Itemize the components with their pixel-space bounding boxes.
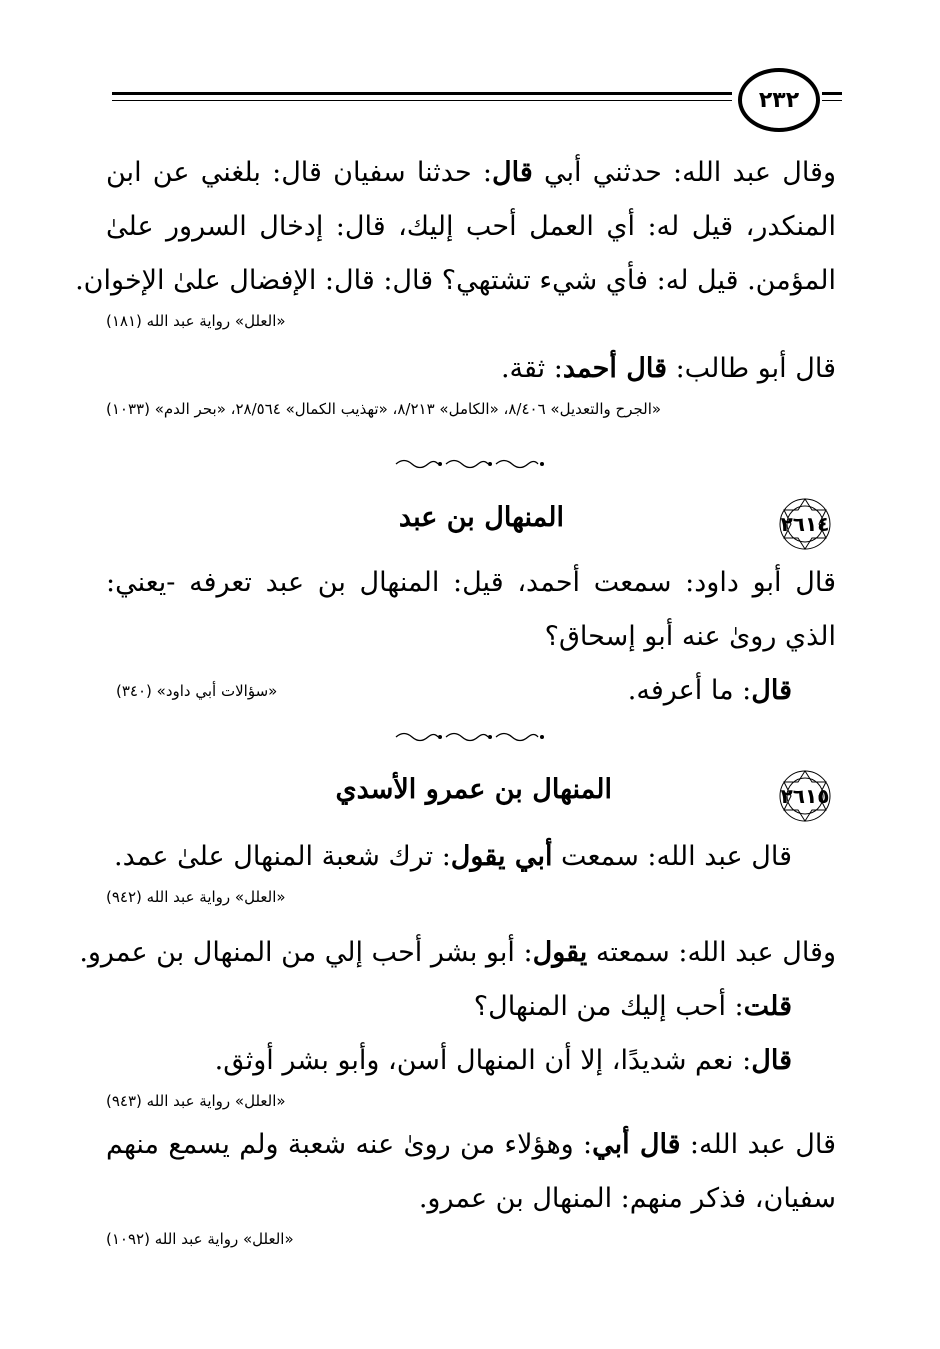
bold-run: قال أبي [592, 1129, 681, 1160]
text-run: : ثقة. [500, 353, 563, 384]
source-citation: «الجرح والتعديل» ٨/٤٠٦، «الكامل» ٨/٢١٣، «تهذيب الكمال» ٢٨/٥٦٤، «بحر الدم» (١٠٣٣) [106, 400, 662, 418]
header-rule-end-thin [822, 100, 842, 101]
entry-2614-body [106, 556, 836, 718]
text-run: : ما أعرفه. [627, 675, 752, 706]
text-line [79, 926, 836, 980]
entry-number: ٢٦١٤ [780, 512, 830, 536]
text-run: : ترك شعبة المنهال علىٰ عمد. [114, 841, 451, 872]
text-run: قال أبو طالب: [666, 353, 836, 384]
page-header [112, 62, 842, 140]
page-number: ٢٣٢ [758, 87, 800, 113]
text-run: : أحب إليك من المنهال؟ [473, 991, 744, 1022]
header-rule-end [822, 92, 842, 95]
entry-title: المنهال بن عمرو الأسدي [335, 774, 612, 805]
source-citation: «سؤالات أبي داود» (٣٤٠) [116, 682, 278, 700]
text-line: المؤمن. قيل له: فأي شيء تشتهي؟ قال: قال: الإفضال علىٰ الإخوان. [75, 265, 836, 296]
entry-number: ٢٦١٥ [780, 784, 830, 808]
page-number-badge [738, 68, 820, 132]
entry-heading-2614 [106, 496, 836, 552]
text-line [106, 1034, 836, 1088]
ornament-divider [390, 457, 550, 471]
bold-run: قلت [743, 991, 792, 1022]
bold-run: يقول [532, 937, 588, 968]
text-line: المنكدر، قيل له: أي العمل أحب إليك، قال: إدخال السرور علىٰ [106, 211, 836, 242]
entry-heading-2615 [106, 768, 836, 824]
ornament-divider [390, 730, 550, 744]
paragraph-1 [75, 146, 837, 334]
entry-title: المنهال بن عبد [398, 502, 564, 533]
paragraph-2 [106, 342, 836, 422]
text-run: وقال عبد الله: سمعته [587, 937, 836, 968]
text-line: قال أبو داود: سمعت أحمد، قيل: المنهال بن عبد تعرفه -يعني: [106, 567, 836, 598]
bold-run: قال [751, 1045, 792, 1076]
text-run: : حدثنا سفيان قال: بلغني عن ابن [106, 157, 493, 188]
source-citation: «العلل» رواية عبد الله (٩٤٣) [106, 1092, 286, 1110]
text-line [628, 664, 792, 718]
text-line [106, 980, 836, 1034]
header-rule [112, 92, 732, 95]
text-line: الذي روىٰ عنه أبو إسحاق؟ [544, 621, 836, 652]
text-run: : أبو بشر أحب إلي من المنهال بن عمرو. [79, 937, 533, 968]
bold-run: قال أحمد [562, 353, 667, 384]
text-run: : نعم شديدًا، إلا أن المنهال أسن، وأبو بشر أوثق. [214, 1045, 752, 1076]
entry-2615-para3 [106, 1118, 836, 1252]
text-run: قال عبد الله: سمعت [552, 841, 792, 872]
text-line [106, 1118, 836, 1172]
text-line [106, 830, 836, 884]
source-citation: «العلل» رواية عبد الله (١٨١) [106, 312, 286, 330]
text-line [106, 146, 836, 200]
text-line [106, 342, 836, 396]
text-run: وقال عبد الله: حدثني أبي [532, 157, 837, 188]
entry-number-medallion [774, 768, 836, 824]
header-rule-thin [112, 100, 732, 101]
text-run: : وهؤلاء من روىٰ عنه شعبة ولم يسمع منهم [106, 1129, 593, 1160]
bold-run: أبي يقول [450, 841, 553, 872]
text-run: قال عبد الله: [680, 1129, 836, 1160]
entry-number-medallion [774, 496, 836, 552]
text-line-with-source [106, 664, 836, 718]
text-line: سفيان، فذكر منهم: المنهال بن عمرو. [418, 1183, 836, 1214]
entry-2615-para2 [79, 926, 836, 1114]
bold-run: قال [492, 157, 533, 188]
bold-run: قال [751, 675, 792, 706]
source-citation: «العلل» رواية عبد الله (٩٤٢) [106, 888, 286, 906]
entry-2615-body [106, 830, 836, 910]
source-citation: «العلل» رواية عبد الله (١٠٩٢) [106, 1230, 294, 1248]
